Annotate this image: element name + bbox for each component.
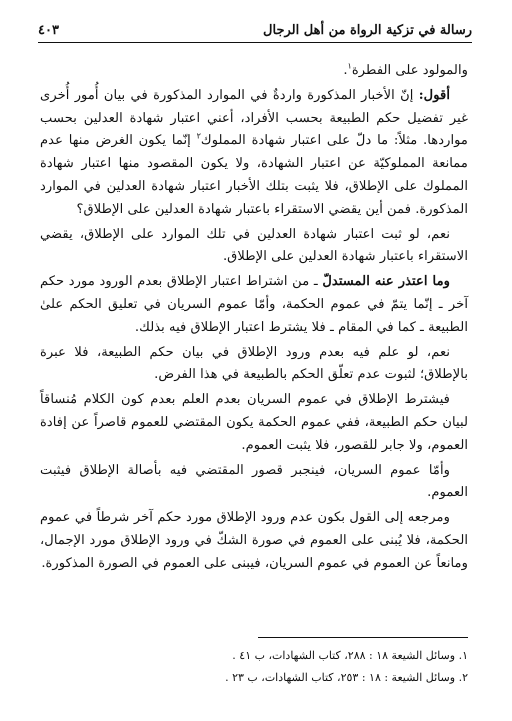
paragraph-3 xyxy=(40,224,468,270)
paragraph-2 xyxy=(40,85,468,222)
paragraph-6 xyxy=(40,389,468,457)
paragraph-lead: أقول: xyxy=(418,87,450,103)
paragraph-text: ومرجعه إلى القول بكون عدم ورود الإطلاق مورد حكم آخر شرطاً في عموم الحكمة، فلا يُبنى على العموم في صورة الشكّ في ورود الإطلاق مورد الإجمال، ومانعاً عن العموم في عموم السريان، فيبنى على العموم في الصورة المذكورة. xyxy=(40,510,468,571)
paragraph-7 xyxy=(40,460,468,506)
page-header xyxy=(38,12,472,38)
paragraph-lead: وما اعتذر عنه المستدلّ xyxy=(322,274,451,290)
paragraph-text: ـ من اشتراط اعتبار الإطلاق بعدم الورود مورد حكم آخر ـ إنّما يتمّ في عموم الحكمة، وأمّا عموم السريان في تعليق الحكم علىٰ الطبيعة ـ كما في المقام ـ فلا يشترط اعتبار الإطلاق فيه بذلك. xyxy=(40,274,468,335)
footnote-2: ٢. وسائل الشيعة : ١٨ : ٢٥٣، كتاب الشهادات، ب ٢٣ . xyxy=(225,671,468,684)
footnote-rule xyxy=(258,637,468,638)
paragraph-text: نعم، لو ثبت اعتبار شهادة العدلين في تلك الموارد على الإطلاق، يقضي الاستقراء باعتبار شهادة العدلين على الإطلاق. xyxy=(40,226,468,265)
footnote-ref: ١ xyxy=(347,61,352,71)
main-text xyxy=(40,60,468,578)
footnote-ref: ٢ xyxy=(196,132,201,141)
paragraph-text: نعم، لو علم فيه بعدم ورود الإطلاق في بيان حكم الطبيعة، فلا عبرة بالإطلاق؛ لثبوت عدم تعلّق الحكم بالطبيعة في هذا الفرض. xyxy=(40,344,468,383)
paragraph-text-cont: إنّما يكون الغرض منها عدم ممانعة المملوكيّة عن اعتبار الشهادة، ولا يكون المقصود منها اعتبار شهادة المملوك على الإطلاق، فلا يثبت بتلك الأخبار اعتبار شهادة العدلين في الموارد المذكورة. فمن أين يقضي الاستقراء باعتبار شهادة العدلين على الإطلاق؟ xyxy=(40,133,468,217)
page-number: ٤٠٣ xyxy=(38,23,59,38)
header-rule xyxy=(38,42,472,43)
paragraph-5 xyxy=(40,342,468,388)
paragraph-text: والمولود على الفطرة xyxy=(351,63,468,78)
paragraph-1: والمولود على الفطرة$^١$. xyxy=(343,61,468,78)
running-title: رسالة في تزكية الرواة من أهل الرجال xyxy=(263,23,472,38)
paragraph-4 xyxy=(40,271,468,339)
paragraph-8 xyxy=(40,507,468,575)
footnotes xyxy=(40,645,468,689)
paragraph-text: فيشترط الإطلاق في عموم السريان بعدم العلم بعدم كون الكلام مُنساقاً لبيان حكم الطبيعة، ففي عموم الحكمة يكون المقتضي للعموم قاصراً عن إفادة العموم، ولا جابر للقصور، فلا يثبت العموم. xyxy=(40,392,468,453)
paragraph-text: وأمّا عموم السريان، فينجبر قصور المقتضي فيه بأصالة الإطلاق فيثبت العموم. xyxy=(40,462,468,501)
paragraph-text: إنّ الأخبار المذكورة واردةٌ في الموارد المذكورة في بيان أُمور أُخرى غير تفضيل حكم الطبيعة بحسب الأفراد، أعني اعتبار شهادة العدلين بحسب مواردها. مثلاً: ما دلّ على اعتبار شهادة المملوك xyxy=(40,87,468,149)
footnote-1: ١. وسائل الشيعة ١٨ : ٢٨٨، كتاب الشهادات، ب ٤١ . xyxy=(232,649,468,662)
